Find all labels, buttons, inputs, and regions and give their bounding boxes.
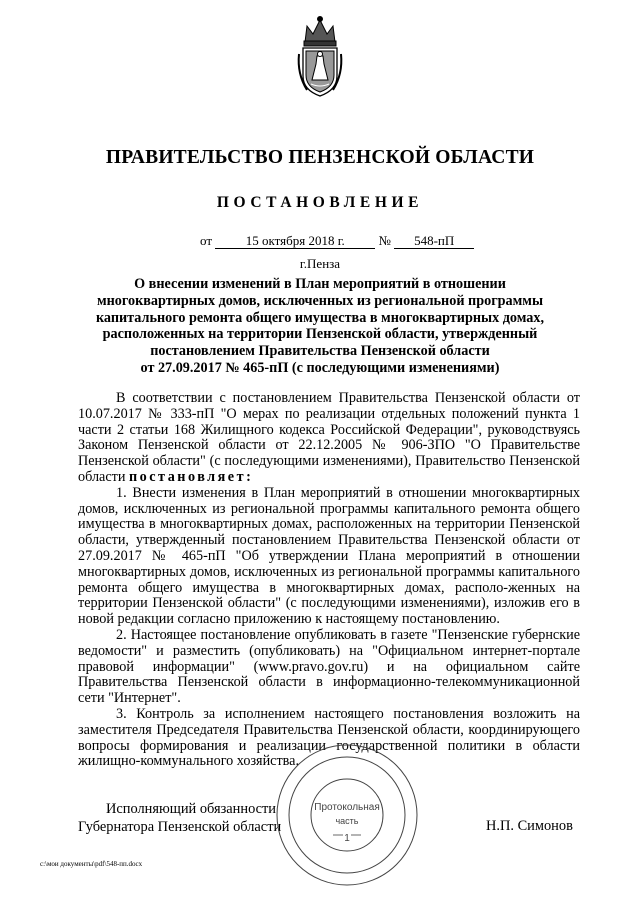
number-sign: №	[378, 233, 391, 248]
heading-line: капитального ремонта общего имущества в многоквартирных домах,	[95, 309, 545, 326]
government-title: ПРАВИТЕЛЬСТВО ПЕНЗЕНСКОЙ ОБЛАСТИ	[105, 147, 535, 168]
date-prefix: от	[200, 233, 213, 248]
document-heading	[80, 276, 560, 377]
document-body	[78, 391, 580, 770]
intro-text: В соответствии с постановлением Правительства Пензенской области от 10.07.2017 № 333-пП "О мерах по реализации отдельных положений пункта 1 части 2 статьи 168 Жилищного кодекса Российской Федерации", руководствуясь Законом Пензенской области от 22.12.2005 № 906-ЗПО "О Правительстве Пензенской области" (с последующими изменениями), Правительство Пензенской области	[78, 390, 580, 485]
stamp-number: 1	[344, 833, 350, 844]
stamp-text-line2: часть	[335, 816, 359, 826]
paragraph-1: 1. Внести изменения в План мероприятий в отношении многоквартирных домов, исключенных из региональной программы капитального ремонта общего имущества в многоквартирных домах, расположенных на территории Пензенской области, утвержденный постановлением Правительства Пензенской области от 27.09.2017 № 465-пП "Об утверждении Плана мероприятий в отношении многоквартирных домов, исключенных из региональной программы капитального ремонта общего имущества в многоквартирных домах, располо-женных на территории Пензенской области" (с последующими изменениями), изложив его в новой редакции согласно приложению к настоящему постановлению.	[78, 484, 580, 628]
heading-line: постановлением Правительства Пензенской области	[150, 343, 490, 360]
paragraph-3: 3. Контроль за исполнением настоящего постановления возложить на заместителя Председателя Правительства Пензенской области, координирующего вопросы формирования и реализации государственной политики в области жилищно-коммунального хозяйства.	[78, 705, 580, 770]
official-stamp	[272, 740, 422, 890]
document-number: 548-пП	[394, 234, 474, 249]
heading-line: расположенных на территории Пензенской области, утвержденный	[102, 326, 538, 343]
date-number-line	[200, 233, 474, 249]
heading-line: от 27.09.2017 № 465-пП (с последующими изменениями)	[140, 359, 500, 376]
document-type: ПОСТАНОВЛЕНИЕ	[216, 194, 424, 211]
signature-block	[78, 800, 281, 836]
coat-of-arms-emblem	[295, 14, 345, 98]
heading-line: многоквартирных домов, исключенных из региональной программы	[96, 292, 544, 309]
city: г.Пенза	[299, 256, 341, 271]
stamp-text-line1: Протокольная	[314, 802, 380, 813]
intro-paragraph	[78, 391, 580, 486]
decree-word: постановляет:	[128, 468, 254, 485]
signatory-name: Н.П. Симонов	[486, 818, 573, 834]
document-date: 15 октября 2018 г.	[215, 234, 375, 249]
signatory-title-line1: Исполняющий обязанности	[106, 801, 277, 817]
paragraph-2: 2. Настоящее постановление опубликовать в газете "Пензенские губернские ведомости" и разместить (опубликовать) на "Официальном интернет-портале правовой информации" (www.pravo.gov.ru) и на официальном сайте Правительства Пензенской области в информационно-телекоммуникационной сети "Интернет".	[78, 626, 580, 707]
heading-line: О внесении изменений в План мероприятий в отношении	[134, 276, 506, 292]
file-path-footer: c:\мои документы\pdf\548-пп.docx	[40, 860, 143, 868]
signatory-title-line2: Губернатора Пензенской области	[78, 819, 282, 835]
